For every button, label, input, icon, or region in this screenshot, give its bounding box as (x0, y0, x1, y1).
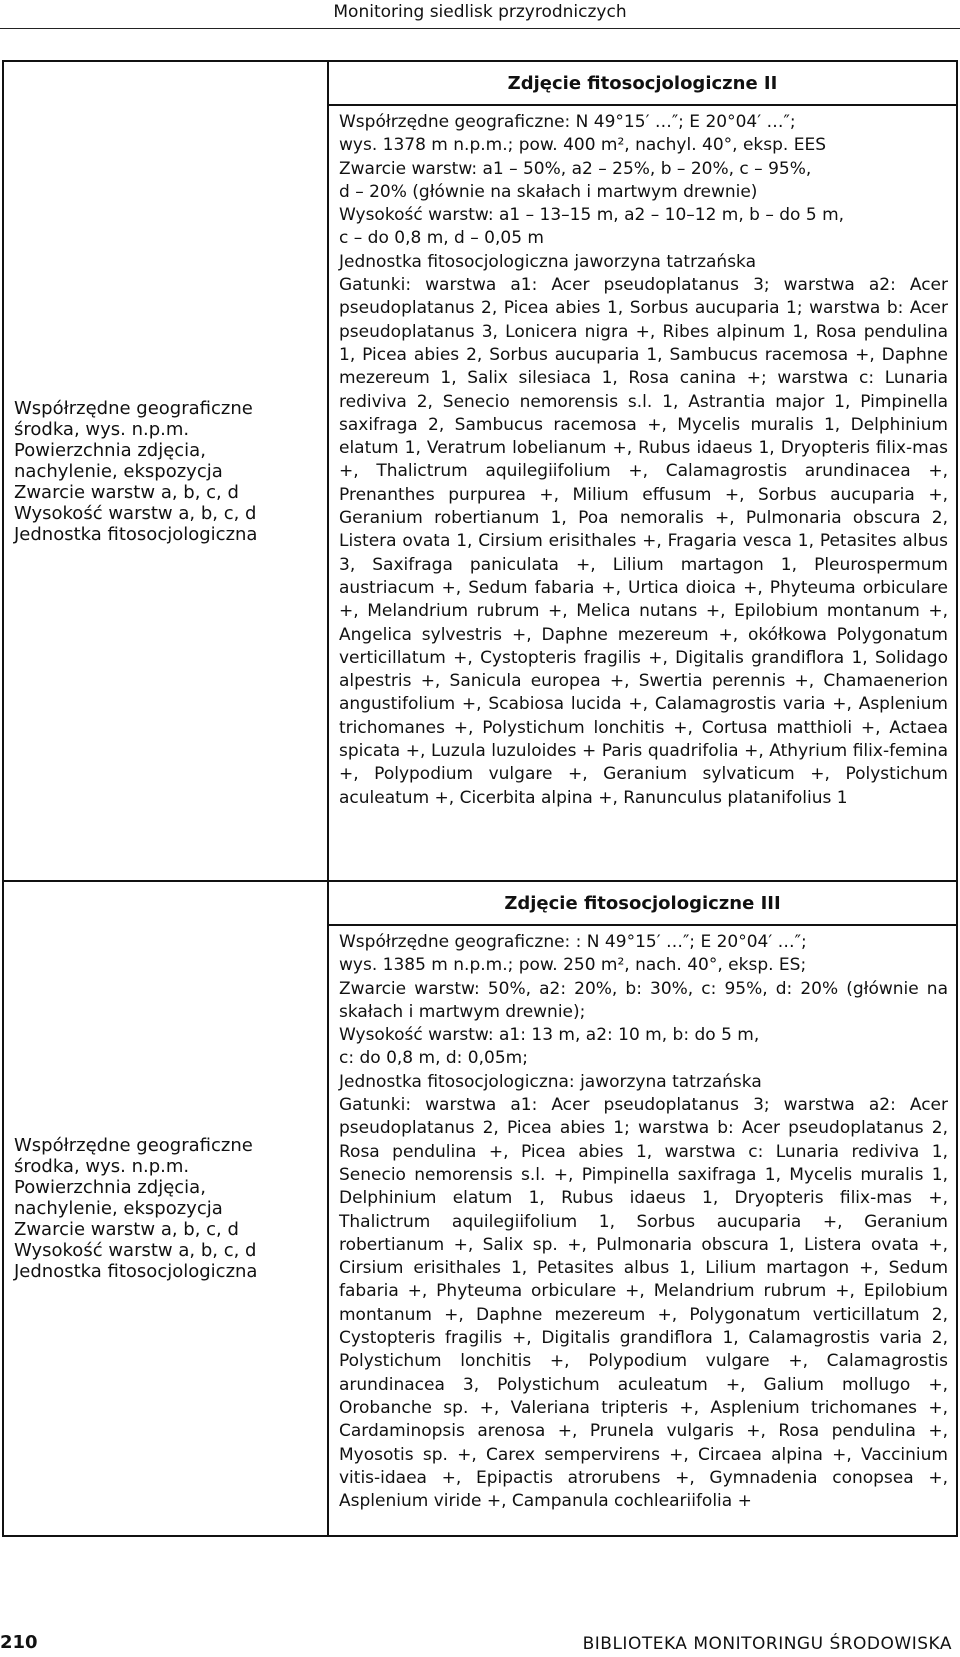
releve2-line: Jednostka fitosocjologiczna jaworzyna tatrzańska (339, 251, 757, 272)
releve2-line: Zwarcie warstw: a1 – 50%, a2 – 25%, b – 20%, c – 95%, (339, 158, 812, 179)
label-unit: Jednostka fitosocjologiczna (14, 523, 258, 545)
page-number: 210 (0, 1632, 38, 1653)
series-name: BIBLIOTEKA MONITORINGU ŚRODOWISKA (582, 1634, 952, 1654)
releve3-line: Jednostka fitosocjologiczna: jaworzyna tatrzańska (339, 1071, 762, 1092)
label-coordinates: Współrzędne geograficzne (14, 397, 253, 419)
releve2-line: Wysokość warstw: a1 – 13–15 m, a2 – 10–12 m, b – do 5 m, (339, 205, 845, 226)
label-slope: nachylenie, ekspozycja (14, 1198, 223, 1219)
releve2-line: Współrzędne geograficzne: N 49°15′ …″; E 20°04′ …″; (339, 112, 796, 132)
releve3-line: Zwarcie warstw: 50%, a2: 20%, b: 30%, c: 95%, d: 20% (głównie na skałach i martwym drewnie); (339, 978, 948, 1022)
label-slope: nachylenie, ekspozycja (14, 460, 223, 482)
label-cover: Zwarcie warstw a, b, c, d (14, 481, 239, 503)
running-title: Monitoring siedlisk przyrodniczych (333, 2, 627, 22)
label-area: Powierzchnia zdjęcia, (14, 439, 206, 461)
releve2-title-row (3, 61, 957, 105)
releve3-labels (3, 881, 328, 1536)
releve2-body (328, 105, 957, 881)
label-cover: Zwarcie warstw a, b, c, d (14, 1219, 239, 1240)
releve-table (2, 60, 958, 1537)
releve3-line: c: do 0,8 m, d: 0,05m; (339, 1048, 528, 1069)
label-height: Wysokość warstw a, b, c, d (14, 502, 257, 524)
releve2-line: c – do 0,8 m, d – 0,05 m (339, 228, 544, 249)
releve3-line: wys. 1385 m n.p.m.; pow. 250 m², nach. 40°, eksp. ES; (339, 955, 807, 976)
label-area: Powierzchnia zdjęcia, (14, 1177, 206, 1198)
label-coordinates: Współrzędne geograficzne (14, 1135, 253, 1156)
releve2-line: wys. 1378 m n.p.m.; pow. 400 m², nachyl. 40°, eksp. EES (339, 135, 826, 156)
releve2-line: d – 20% (głównie na skałach i martwym drewnie) (339, 181, 758, 202)
releve3-line: Współrzędne geograficzne: : N 49°15′ …″; E 20°04′ …″; (339, 932, 807, 952)
releve3-title: Zdjęcie fitosocjologiczne III (328, 881, 957, 925)
releve2-labels (3, 61, 328, 881)
header-rule (0, 28, 960, 29)
label-unit: Jednostka fitosocjologiczna (14, 1261, 258, 1282)
label-altitude: środka, wys. n.p.m. (14, 418, 190, 440)
label-altitude: środka, wys. n.p.m. (14, 1156, 190, 1177)
releve3-title-row (3, 881, 957, 925)
releve2-species: Gatunki: warstwa a1: Acer pseudoplatanus 3; warstwa a2: Acer pseudoplatanus 2, Picea abies 1, Sorbus aucuparia 1; warstwa b: Acer pseudoplatanus 3, Lonicera nigra +, Ribes alpinum 1, Rosa pendulina 1, Picea abies 2, Sorbus aucuparia 1, Sambucus racemosa +, Daphne mezereum 1, Salix silesiaca 1, Rosa canina +; warstwa c: Lunaria rediviva 2, Senecio nemorensis s.l. 1, Astrantia major 1, Pimpinella saxifraga 2, Sambucus racemosa +, Mycelis muralis 1, Delphinium elatum 1, Veratrum lobelianum +, Rubus idaeus 1, Dryopteris filix-mas +, Thalictrum aquilegiifolium +, Calamagrostis arundinacea +, Prenanthes purpurea +, Milium effusum +, Sorbus aucuparia +, Geranium robertianum 1, Poa nemoralis +, Pulmonaria obscura 2, Listera ovata 1, Cirsium erisithales +, Fragaria vesca 1, Petasites albus 3, Saxifraga paniculata +, Lilium martagon 1, Pleurospermum austriacum +, Sedum fabaria +, Urtica dioica +, Phyteuma orbiculare +, Melandrium rubrum +, Melica nutans +, Epilobium montanum +, Angelica sylvestris +, Daphne mezereum +, okółkowa Polygonatum verticillatum +, Cystopteris fragilis +, Digitalis grandiflora 1, Solidago alpestris +, Sanicula europea +, Swertia perennis +, Chamaenerion angustifolium +, Scabiosa lucida +, Calamagrostis varia +, Asplenium trichomanes +, Polystichum lonchitis +, Cortusa matthioli +, Actaea spicata +, Luzula luzuloides + Paris quadrifolia +, Athyrium filix-femina +, Polypodium vulgare +, Geranium sylvaticum +, Polystichum aculeatum +, Cicerbita alpina +, Ranunculus platanifolius 1 (339, 275, 948, 808)
releve2-title: Zdjęcie fitosocjologiczne II (328, 61, 957, 105)
releve3-body (328, 925, 957, 1536)
releve3-species: Gatunki: warstwa a1: Acer pseudoplatanus 3; warstwa a2: Acer pseudoplatanus 2, Picea abies 1; warstwa b: Acer pseudoplatanus 2, Rosa pendulina +, Picea abies 1, warstwa c: Lunaria rediviva 1, Senecio nemorensis s.l. +, Pimpinella saxifraga 1, Mycelis muralis 1, Delphinium elatum 1, Rubus idaeus 1, Dryopteris filix-mas +, Thalictrum aquilegiifolium 1, Sorbus aucuparia +, Geranium robertianum +, Salix sp. +, Pulmonaria obscura 1, Listera ovata +, Cirsium erisithales 1, Petasites albus 1, Lilium martagon +, Sedum fabaria +, Phyteuma orbiculare +, Melandrium rubrum +, Epilobium montanum +, Daphne mezereum +, Polygonatum verticillatum 2, Cystopteris fragilis +, Digitalis grandiflora 1, Calamagrostis varia 2, Polystichum lonchitis +, Polypodium vulgare +, Calamagrostis arundinacea 3, Polystichum aculeatum +, Galium mollugo +, Orobanche sp. +, Valeriana tripteris +, Asplenium trichomanes +, Cardaminopsis arenosa +, Prunela vulgaris +, Rosa pendulina +, Myosotis sp. +, Carex sempervirens +, Circaea alpina +, Vaccinium vitis-idaea +, Epipactis atrorubens +, Gymnadenia conopsea +, Asplenium viride +, Campanula cochleariifolia + (339, 1095, 948, 1512)
running-header (0, 0, 960, 28)
releve3-line: Wysokość warstw: a1: 13 m, a2: 10 m, b: do 5 m, (339, 1025, 760, 1046)
label-height: Wysokość warstw a, b, c, d (14, 1240, 257, 1261)
